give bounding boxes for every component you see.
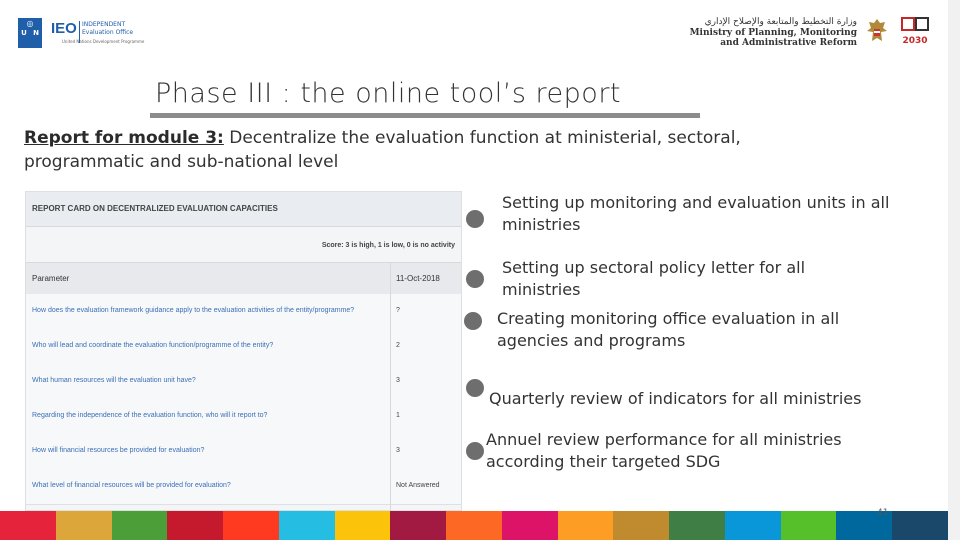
report-card-heading: REPORT CARD ON DECENTRALIZED EVALUATION CAPACITIES [32, 204, 278, 213]
row-question: How does the evaluation framework guidance apply to the evaluation activities of the entity/programme? [32, 307, 355, 314]
undp-logo [18, 18, 42, 48]
column-divider [390, 262, 391, 510]
table-row [26, 434, 461, 470]
bullet-text: Quarterly review of indicators for all ministries [489, 389, 862, 408]
ministry-name-en-2: and Administrative Reform [720, 38, 857, 48]
sdg-color-segment [112, 511, 168, 540]
globe-icon: ◎ [26, 18, 34, 28]
report-card-header [26, 192, 461, 227]
subtitle-text: Decentralize the evaluation function at ministerial, sectoral, programmatic and sub-national level [24, 128, 741, 172]
bullet-dot [466, 379, 484, 397]
sdg-color-segment [167, 511, 223, 540]
row-score: 2 [396, 342, 400, 349]
column-header-date: 11-Oct-2018 [396, 274, 440, 283]
slide-title: Phase III : the online tool’s report [155, 78, 622, 109]
report-card-image [25, 191, 462, 511]
egypt-vision-2030-logo [900, 16, 930, 46]
sdg-color-segment [335, 511, 391, 540]
row-question: Regarding the independence of the evaluation function, who will it report to? [32, 412, 268, 419]
bullet-dot [466, 210, 484, 228]
undp-letter: N [33, 29, 39, 37]
sdg-color-segment [558, 511, 614, 540]
svg-text:2030: 2030 [902, 36, 928, 46]
row-score: 3 [396, 447, 400, 454]
sdg-color-segment [725, 511, 781, 540]
ieo-line-3: United Nations Development Programme [62, 39, 145, 44]
sdg-color-strip [0, 511, 948, 540]
ieo-logo: IEO [51, 20, 77, 37]
sdg-color-segment [223, 511, 279, 540]
bullet-text: Setting up monitoring and evaluation units in all ministries [502, 193, 890, 234]
ministry-name-en-1: Ministry of Planning, Monitoring [689, 28, 857, 38]
bullet-text: Setting up sectoral policy letter for all ministries [502, 258, 806, 299]
sdg-color-segment [279, 511, 335, 540]
bullet-dot [466, 270, 484, 288]
row-score: Not Answered [396, 482, 440, 489]
row-score: 3 [396, 377, 400, 384]
row-question: Who will lead and coordinate the evaluation function/programme of the entity? [32, 342, 274, 349]
table-row [26, 364, 461, 400]
bullet-text: Annuel review performance for all ministries according their targeted SDG [486, 430, 842, 471]
row-question: What level of financial resources will be provided for evaluation? [32, 482, 231, 489]
ieo-line-1: INDEPENDENT [82, 21, 126, 28]
table-header [26, 262, 461, 295]
undp-letter: U [21, 29, 27, 37]
title-underline [150, 113, 700, 118]
column-header-parameter: Parameter [32, 274, 70, 283]
sdg-color-segment [892, 511, 948, 540]
sdg-color-segment [502, 511, 558, 540]
bullet-text: Creating monitoring office evaluation in all agencies and programs [497, 309, 840, 350]
page-number: 41 [877, 508, 889, 518]
bullet-dot [464, 312, 482, 330]
slide-subtitle [24, 126, 824, 174]
table-row [26, 329, 461, 365]
table-row [26, 399, 461, 435]
sdg-color-segment [56, 511, 112, 540]
ieo-line-2: Evaluation Office [82, 29, 134, 36]
sdg-color-segment [613, 511, 669, 540]
sdg-color-segment [390, 511, 446, 540]
row-question: What human resources will the evaluation unit have? [32, 377, 196, 384]
score-legend: Score: 3 is high, 1 is low, 0 is no activity [321, 242, 455, 249]
ministry-logo-text [690, 16, 857, 48]
bullet-dot [466, 442, 484, 460]
sdg-color-segment [781, 511, 837, 540]
egypt-eagle-icon [866, 17, 888, 45]
sdg-color-segment [0, 511, 56, 540]
table-row [26, 294, 461, 330]
row-score: 1 [396, 412, 400, 419]
row-score: ? [396, 307, 400, 314]
sdg-color-segment [446, 511, 502, 540]
slide-edge [948, 0, 960, 540]
table-row [26, 469, 461, 505]
sdg-color-segment [669, 511, 725, 540]
ministry-name-arabic: وزارة التخطيط والمتابعة والإصلاح الإداري [704, 17, 857, 27]
subtitle-lead: Report for module 3: [24, 128, 224, 148]
row-question: How will financial resources be provided for evaluation? [32, 447, 205, 454]
